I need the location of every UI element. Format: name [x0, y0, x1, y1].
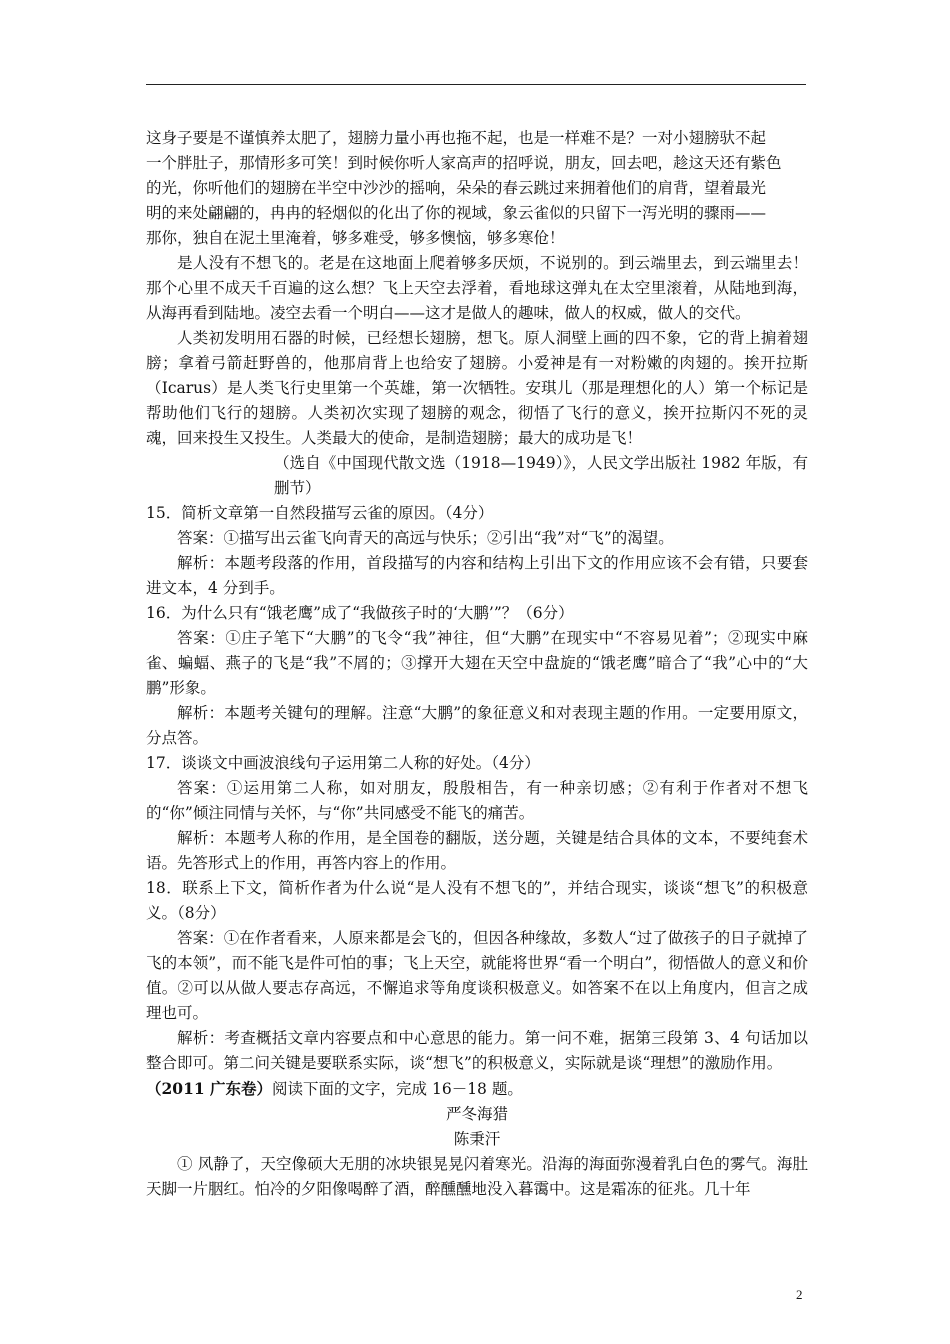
- reading-instruction: 阅读下面的文字，完成 16－18 题。: [272, 1080, 523, 1098]
- essay-title: 严冬海猎: [445, 1105, 508, 1123]
- analysis-18: 解析：考查概括文章内容要点和中心意思的能力。第一问不难，据第三段第 3、4 句话加以整合即可。第二问关键是要联系实际，谈“想飞”的积极意义，实际就是谈“理想”的激励作用。: [146, 1029, 808, 1072]
- answer-15: 答案：①描写出云雀飞向青天的高远与快乐；②引出“我”对“飞”的渴望。: [177, 529, 674, 547]
- analysis-16: 解析：本题考关键句的理解。注意“大鹏”的象征意义和对表现主题的作用。一定要用原文，分点答。: [146, 704, 808, 747]
- passage-line: 的光，你听他们的翅膀在半空中沙沙的摇响，朵朵的春云跳过来拥着他们的肩背，望着最光: [146, 179, 767, 197]
- analysis-17: 解析：本题考人称的作用，是全国卷的翻版，送分题，关键是结合具体的文本，不要纯套术语。先答形式上的作用，再答内容上的作用。: [146, 829, 808, 872]
- page-number: 2: [796, 1287, 803, 1302]
- document-body: [146, 126, 808, 1202]
- analysis-15: 解析：本题考段落的作用，首段描写的内容和结构上引出下文的作用应该不会有错，只要套进文本，4 分到手。: [146, 554, 808, 597]
- question-15: 15．简析文章第一自然段描写云雀的原因。（4分）: [146, 504, 494, 522]
- exam-source-tag: （2011 广东卷）: [146, 1079, 273, 1098]
- header-rule: [146, 84, 806, 85]
- passage-paragraph-2: 是人没有不想飞的。老是在这地面上爬着够多厌烦，不说别的。到云端里去，到云端里去！那个心里不成天千百遍的这么想？飞上天空去浮着，看地球这弹丸在太空里滚着，从陆地到海，从海再看到陆地。凌空去看一个明白——这才是做人的趣味，做人的权威，做人的交代。: [146, 254, 808, 322]
- question-16: 16．为什么只有“饿老鹰”成了“我做孩子时的‘大鹏’”？（6分）: [146, 604, 574, 622]
- answer-18: 答案：①在作者看来，人原来都是会飞的，但因各种缘故，多数人“过了做孩子的日子就掉了飞的本领”，而不能飞是件可怕的事；飞上天空，就能将世界“看一个明白”，彻悟做人的意义和价值。②可以从做人要志存高远，不懈追求等角度谈积极意义。如答案不在以上角度内，但言之成理也可。: [146, 929, 808, 1022]
- passage-source: （选自《中国现代散文选（1918—1949）》，人民文学出版社 1982 年版，有删节）: [274, 454, 808, 497]
- answer-17: 答案：①运用第二人称，如对朋友，殷殷相告，有一种亲切感；②有利于作者对不想飞的“你”倾注同情与关怀，与“你”共同感受不能飞的痛苦。: [146, 779, 808, 822]
- passage-line: 那你，独自在泥土里淹着，够多难受，够多懊恼，够多寒伧！: [146, 229, 565, 247]
- passage-line: 这身子要是不谨慎养太肥了，翅膀力量小再也拖不起，也是一样难不是？一对小翅膀驮不起: [146, 129, 767, 147]
- passage-line: 一个胖肚子，那情形多可笑！到时候你听人家高声的招呼说，朋友，回去吧，趁这天还有紫色: [146, 154, 782, 172]
- question-18: 18．联系上下文，简析作者为什么说“是人没有不想飞的”，并结合现实，谈谈“想飞”的积极意义。（8分）: [146, 879, 808, 922]
- answer-16: 答案：①庄子笔下“大鹏”的飞令“我”神往，但“大鹏”在现实中“不容易见着”；②现实中麻雀、蝙蝠、燕子的飞是“我”不屑的；③撑开大翅在天空中盘旋的“饿老鹰”暗合了“我”心中的“大鹏”形象。: [146, 629, 808, 697]
- next-section-heading: [146, 1076, 808, 1102]
- question-17: 17．谈谈文中画波浪线句子运用第二人称的好处。（4分）: [146, 754, 540, 772]
- essay-opening: ① 风静了，天空像硕大无朋的冰块银晃晃闪着寒光。沿海的海面弥漫着乳白色的雾气。海肚天脚一片胭红。怕冷的夕阳像喝醉了酒，醉醺醺地没入暮霭中。这是霜冻的征兆。几十年: [146, 1155, 808, 1198]
- passage-paragraph-3: 人类初发明用石器的时候，已经想长翅膀，想飞。原人洞壁上画的四不象，它的背上掮着翅膀；拿着弓箭赶野兽的，他那肩背上也给安了翅膀。小爱神是有一对粉嫩的肉翅的。挨开拉斯（Icarus）是人类飞行史里第一个英雄，第一次牺牲。安琪儿（那是理想化的人）第一个标记是帮助他们飞行的翅膀。人类初次实现了翅膀的观念，彻悟了飞行的意义，挨开拉斯闪不死的灵魂，回来投生又投生。人类最大的使命，是制造翅膀；最大的成功是飞！: [146, 329, 808, 447]
- passage-line: 明的来处翩翩的，冉冉的轻烟似的化出了你的视域，象云雀似的只留下一泻光明的骤雨——: [146, 204, 767, 222]
- essay-author: 陈秉汗: [453, 1130, 501, 1148]
